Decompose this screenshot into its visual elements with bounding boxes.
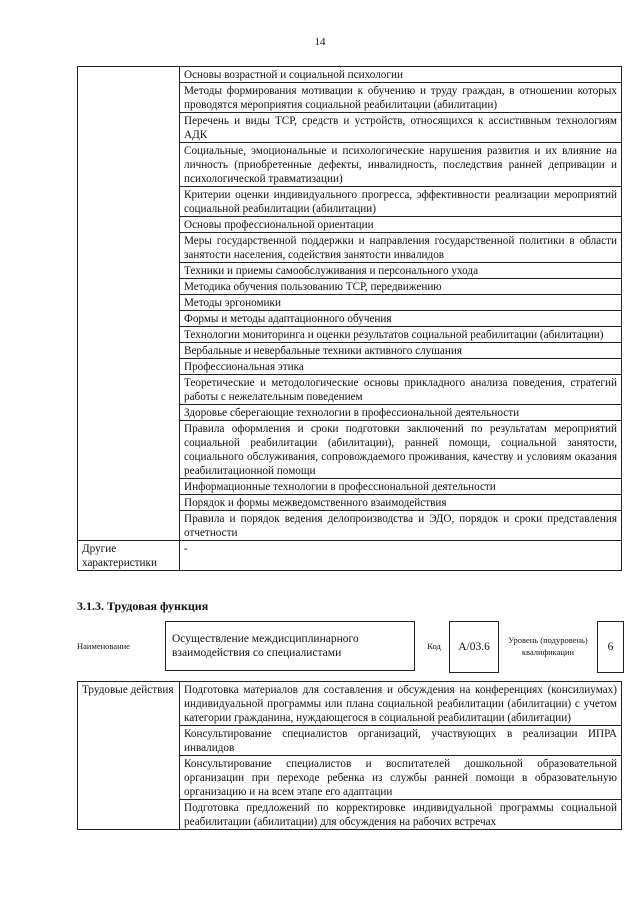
function-name-value: Осуществление междисциплинарного взаимодействия со специалистами bbox=[172, 633, 359, 659]
qualification-level-label: Уровень (подуровень) квалификации bbox=[508, 635, 588, 657]
table-row bbox=[78, 67, 622, 83]
table-row bbox=[78, 682, 622, 726]
labor-actions-table bbox=[77, 681, 622, 830]
function-name-box bbox=[165, 621, 415, 671]
code-label: Код bbox=[427, 641, 441, 651]
knowledge-table bbox=[77, 66, 622, 571]
code-value: A/03.6 bbox=[458, 641, 490, 653]
labor-action-item: Подготовка предложений по корректировке индивидуальной программы социальной реабилитации (абилитации) для обсуждения на рабочих встречах bbox=[180, 800, 622, 830]
knowledge-item: Информационные технологии в профессиональной деятельности bbox=[180, 479, 622, 495]
knowledge-item: Здоровье сберегающие технологии в профессиональной деятельности bbox=[180, 405, 622, 421]
knowledge-item: Методы эргономики bbox=[180, 295, 622, 311]
name-label: Наименование bbox=[77, 641, 130, 651]
labor-action-item: Консультирование специалистов и воспитателей дошкольной образовательной организации при переходе ребенка из службы ранней помощи в образовательную организацию и на всем этапе его адаптации bbox=[180, 756, 622, 800]
knowledge-item: Техники и приемы самообслуживания и персонального ухода bbox=[180, 263, 622, 279]
qualification-level-box bbox=[597, 621, 624, 673]
qualification-level-value: 6 bbox=[607, 641, 614, 653]
knowledge-item: Правила оформления и сроки подготовки заключений по результатам мероприятий социальной реабилитации (абилитации), ранней помощи, социальной занятости, социального обслуживания, сопровождаемого проживания, качеству и условиям оказания реабилитационной помощи bbox=[180, 421, 622, 479]
section-heading: 3.1.3. Трудовая функция bbox=[77, 599, 209, 613]
code-box bbox=[449, 621, 499, 673]
row-label-empty bbox=[78, 67, 180, 541]
knowledge-item: Основы возрастной и социальной психологии bbox=[180, 67, 622, 83]
knowledge-item: Порядок и формы межведомственного взаимодействия bbox=[180, 495, 622, 511]
knowledge-item: Перечень и виды ТСР, средств и устройств, относящихся к ассистивным технологиям АДК bbox=[180, 113, 622, 143]
knowledge-item: Вербальные и невербальные техники активного слушания bbox=[180, 343, 622, 359]
page-number: 14 bbox=[314, 36, 326, 48]
knowledge-item: Методика обучения пользованию ТСР, передвижению bbox=[180, 279, 622, 295]
knowledge-item: Социальные, эмоциональные и психологические нарушения развития и их влияние на личность (приобретенные дефекты, инвалидность, последствия ранней депривации и психологической травматизации) bbox=[180, 143, 622, 187]
knowledge-item: Технологии мониторинга и оценки результатов социальной реабилитации (абилитации) bbox=[180, 327, 622, 343]
labor-action-item: Подготовка материалов для составления и обсуждения на конференциях (консилиумах) индивидуальной программы или плана социальной реабилитации (абилитации) с учетом категории гражданина, нуждающегося в социальной реабилитации (абилитации) bbox=[180, 682, 622, 726]
knowledge-item: Меры государственной поддержки и направления государственной политики в области занятости населения, содействия занятости инвалидов bbox=[180, 233, 622, 263]
other-characteristics-value: - bbox=[180, 541, 622, 571]
knowledge-item: Теоретические и методологические основы прикладного анализа поведения, стратегий работы с нежелательным поведением bbox=[180, 375, 622, 405]
other-characteristics-label: Другие характеристики bbox=[78, 541, 180, 571]
table-row bbox=[78, 541, 622, 571]
knowledge-item: Формы и методы адаптационного обучения bbox=[180, 311, 622, 327]
labor-action-item: Консультирование специалистов организаций, участвующих в реализации ИПРА инвалидов bbox=[180, 726, 622, 756]
knowledge-item: Методы формирования мотивации к обучению и труду граждан, в отношении которых проводятся мероприятия социальной реабилитации (абилитации) bbox=[180, 83, 622, 113]
knowledge-item: Профессиональная этика bbox=[180, 359, 622, 375]
knowledge-item: Критерии оценки индивидуального прогресса, эффективности реализации мероприятий социальной реабилитации (абилитации) bbox=[180, 187, 622, 217]
labor-actions-label: Трудовые действия bbox=[78, 682, 180, 830]
knowledge-item: Правила и порядок ведения делопроизводства и ЭДО, порядок и сроки представления отчетности bbox=[180, 511, 622, 541]
knowledge-item: Основы профессиональной ориентации bbox=[180, 217, 622, 233]
